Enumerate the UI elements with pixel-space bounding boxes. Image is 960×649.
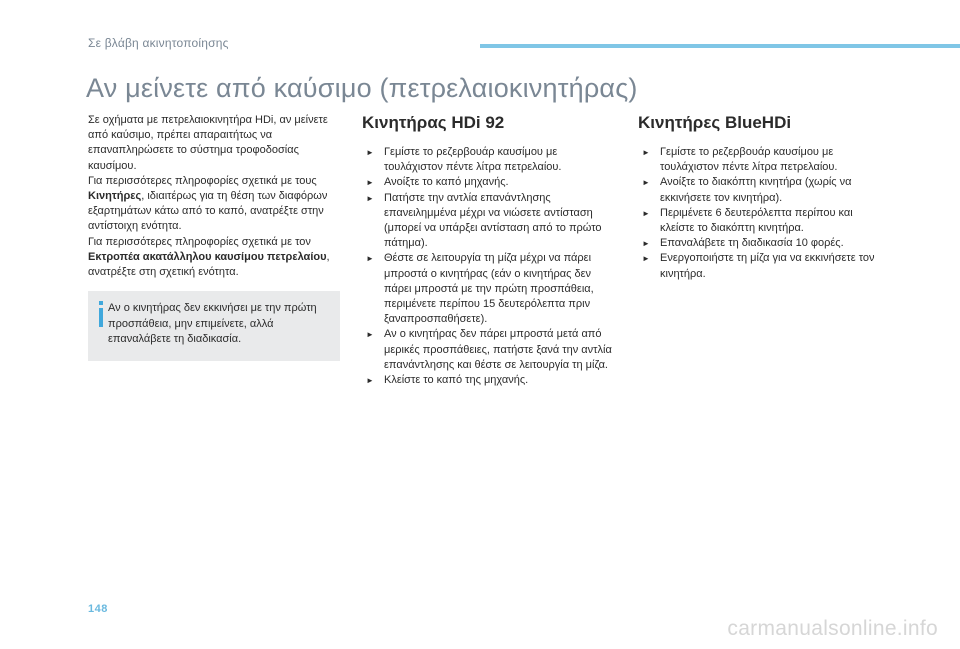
list-item (362, 373, 612, 388)
bluehdi-heading: Κινητήρες BlueHDi (638, 113, 792, 132)
step-text: Ενεργοποιήστε τη μίζα για να εκκινήσετε τον κινητήρα. (660, 252, 875, 280)
misfuel-ref-text-1: Για περισσότερες πληροφορίες σχετικά με τον (88, 235, 311, 248)
misfuel-ref-text-2: , ανατρέξτε στη σχετική ενότητα. (88, 250, 330, 279)
arrow-marker-icon: ► (642, 178, 650, 188)
step-text: Γεμίστε το ρεζερβουάρ καυσίμου με τουλάχιστον πέντε λίτρα πετρελαίου. (660, 146, 838, 174)
note-box (88, 291, 340, 361)
note-text: Αν ο κινητήρας δεν εκκινήσει με την πρώτη προσπάθεια, μην επιμείνετε, αλλά επαναλάβετε τη διαδικασία. (108, 302, 317, 345)
misfuel-ref-bold: Εκτροπέα ακατάλληλου καυσίμου πετρελαίου (88, 250, 327, 263)
arrow-marker-icon: ► (366, 376, 374, 386)
arrow-marker-icon: ► (366, 193, 374, 203)
list-item (362, 191, 612, 252)
arrow-marker-icon: ► (642, 208, 650, 218)
list-item (638, 236, 888, 251)
arrow-marker-icon: ► (366, 148, 374, 157)
engines-reference-paragraph (88, 174, 340, 235)
list-item (638, 251, 888, 281)
list-item (362, 145, 612, 175)
arrow-marker-icon: ► (366, 178, 374, 188)
arrow-marker-icon: ► (642, 148, 650, 157)
step-text: Ανοίξτε το καπό μηχανής. (384, 176, 509, 189)
bluehdi-steps (638, 145, 888, 282)
hdi92-heading: Κινητήρας HDi 92 (362, 113, 505, 132)
page-title: Αν μείνετε από καύσιμο (πετρελαιοκινητήρας) (86, 73, 638, 103)
list-item (638, 206, 888, 236)
step-text: Θέστε σε λειτουργία τη μίζα μέχρι να πάρει μπροστά ο κινητήρας (εάν ο κινητήρας δεν πάρει μπροστά με την πρώτη προσπάθεια, περιμένετε περίπου 15 δευτερόλεπτα πριν ξαναπροσπαθήσετε). (384, 252, 594, 326)
engines-ref-text-2: , ιδιαιτέρως για τη θέση των διαφόρων εξαρτημάτων κάτω από το καπό, ανατρέξτε στην αντίστοιχη ενότητα. (88, 190, 328, 233)
step-text: Γεμίστε το ρεζερβουάρ καυσίμου με τουλάχιστον πέντε λίτρα πετρελαίου. (384, 146, 562, 174)
list-item (362, 327, 612, 373)
step-text: Περιμένετε 6 δευτερόλεπτα περίπου και κλείστε το διακόπτη κινητήρα. (660, 206, 853, 235)
intro-column (88, 113, 340, 280)
step-text: Κλείστε το καπό της μηχανής. (384, 374, 529, 387)
header-bar (480, 44, 960, 48)
hdi92-steps (362, 145, 612, 388)
list-item (362, 175, 612, 190)
intro-paragraph: Σε οχήματα με πετρελαιοκινητήρα HDi, αν μείνετε από καύσιμο, πρέπει απαραιτήτως να επαναπληρώσετε το σύστημα τροφοδοσίας καυσίμου. (88, 114, 328, 172)
misfuel-reference-paragraph (88, 235, 340, 281)
list-item (638, 145, 888, 175)
arrow-marker-icon: ► (642, 254, 650, 264)
engines-ref-text-1: Για περισσότερες πληροφορίες σχετικά με τους (88, 174, 317, 187)
info-icon (98, 301, 104, 327)
engines-ref-bold: Κινητήρες (88, 190, 142, 203)
watermark: carmanualsonline.info (727, 617, 938, 640)
section-label: Σε βλάβη ακινητοποίησης (88, 36, 229, 50)
hdi92-section (362, 113, 612, 388)
list-item (638, 175, 888, 205)
arrow-marker-icon: ► (642, 239, 650, 249)
arrow-marker-icon: ► (366, 254, 374, 264)
step-text: Επαναλάβετε τη διαδικασία 10 φορές. (660, 237, 844, 250)
step-text: Αν ο κινητήρας δεν πάρει μπροστά μετά από μερικές προσπάθειες, πατήστε ξανά την αντλία επανάντλησης και θέστε σε λειτουργία τη μίζα. (384, 328, 612, 371)
step-text: Πατήστε την αντλία επανάντλησης επανειλημμένα μέχρι να νιώσετε αντίσταση (μπορεί να υπάρξει αντίσταση από το πρώτο πάτημα). (384, 191, 602, 250)
step-text: Ανοίξτε το διακόπτη κινητήρα (χωρίς να εκκινήσετε τον κινητήρα). (660, 176, 852, 204)
page-number: 148 (88, 603, 108, 615)
arrow-marker-icon: ► (366, 330, 374, 340)
list-item (362, 251, 612, 327)
bluehdi-section (638, 113, 888, 282)
